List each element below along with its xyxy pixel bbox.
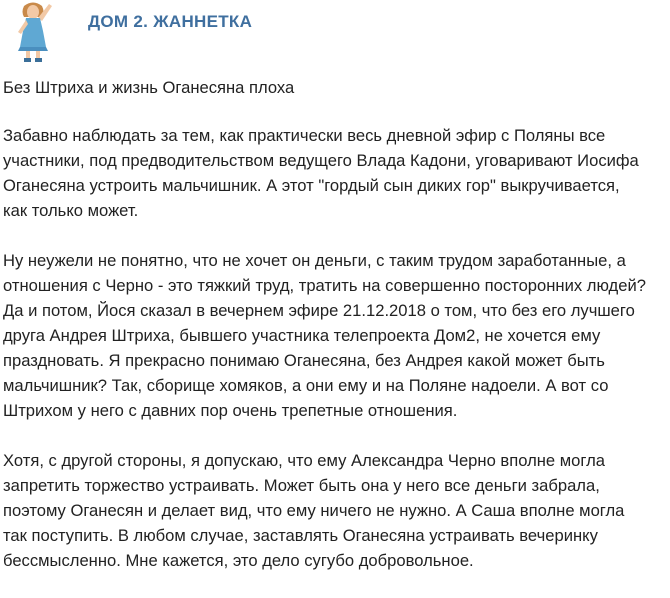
paragraph-line: Да и потом, Йося сказал в вечернем эфире 21.12.2018 о том, что без его лучшего: [3, 301, 635, 320]
paragraph-line: Ну неужели не понятно, что не хочет он деньги, с таким трудом заработанные, а: [3, 251, 626, 270]
paragraph-line: Оганесяна устроить мальчишник. А этот "гордый сын диких гор" выкручивается,: [3, 176, 620, 195]
paragraph-line: так поступить. В любом случае, заставлять Оганесяна устраивать вечеринку: [3, 526, 598, 545]
paragraph-line: бессмысленно. Мне кажется, это дело сугубо добровольное.: [3, 551, 474, 570]
paragraph-line: мальчишник? Так, сборище хомяков, а они ему и на Поляне надоели. А вот со: [3, 376, 609, 395]
article-paragraph-1: [3, 123, 667, 223]
paragraph-line: участники, под предводительством ведущего Влада Кадони, уговаривают Иосифа: [3, 151, 639, 170]
channel-name[interactable]: ДОМ 2. ЖАННЕТКА: [88, 12, 253, 31]
paragraph-line: запретить торжество устраивать. Может быть она у него все деньги забрала,: [3, 476, 600, 495]
article-title: Без Штриха и жизнь Оганесяна плоха: [3, 78, 295, 97]
article-body: [3, 75, 667, 598]
paragraph-line: как только может.: [3, 201, 139, 220]
article-paragraph-2: [3, 248, 667, 423]
girl-figure-icon: [2, 0, 64, 62]
paragraph-line: праздновать. Я прекрасно понимаю Оганесяна, без Андрея какой может быть: [3, 351, 605, 370]
paragraph-line: Забавно наблюдать за тем, как практически весь дневной эфир с Поляны все: [3, 126, 606, 145]
channel-header: [0, 0, 670, 64]
paragraph-line: Хотя, с другой стороны, я допускаю, что ему Александра Черно вполне могла: [3, 451, 606, 470]
channel-avatar[interactable]: [2, 0, 64, 62]
paragraph-line: Штрихом у него с давних пор очень трепетные отношения.: [3, 401, 458, 420]
paragraph-line: поэтому Оганесян и делает вид, что ему ничего не нужно. А Саша вполне могла: [3, 501, 625, 520]
article-paragraph-3: [3, 448, 667, 573]
paragraph-line: отношения с Черно - это тяжкий труд, тратить на совершенно посторонних людей?: [3, 276, 646, 295]
paragraph-line: друга Андрея Штриха, бывшего участника телепроекта Дом2, не хочется ему: [3, 326, 601, 345]
